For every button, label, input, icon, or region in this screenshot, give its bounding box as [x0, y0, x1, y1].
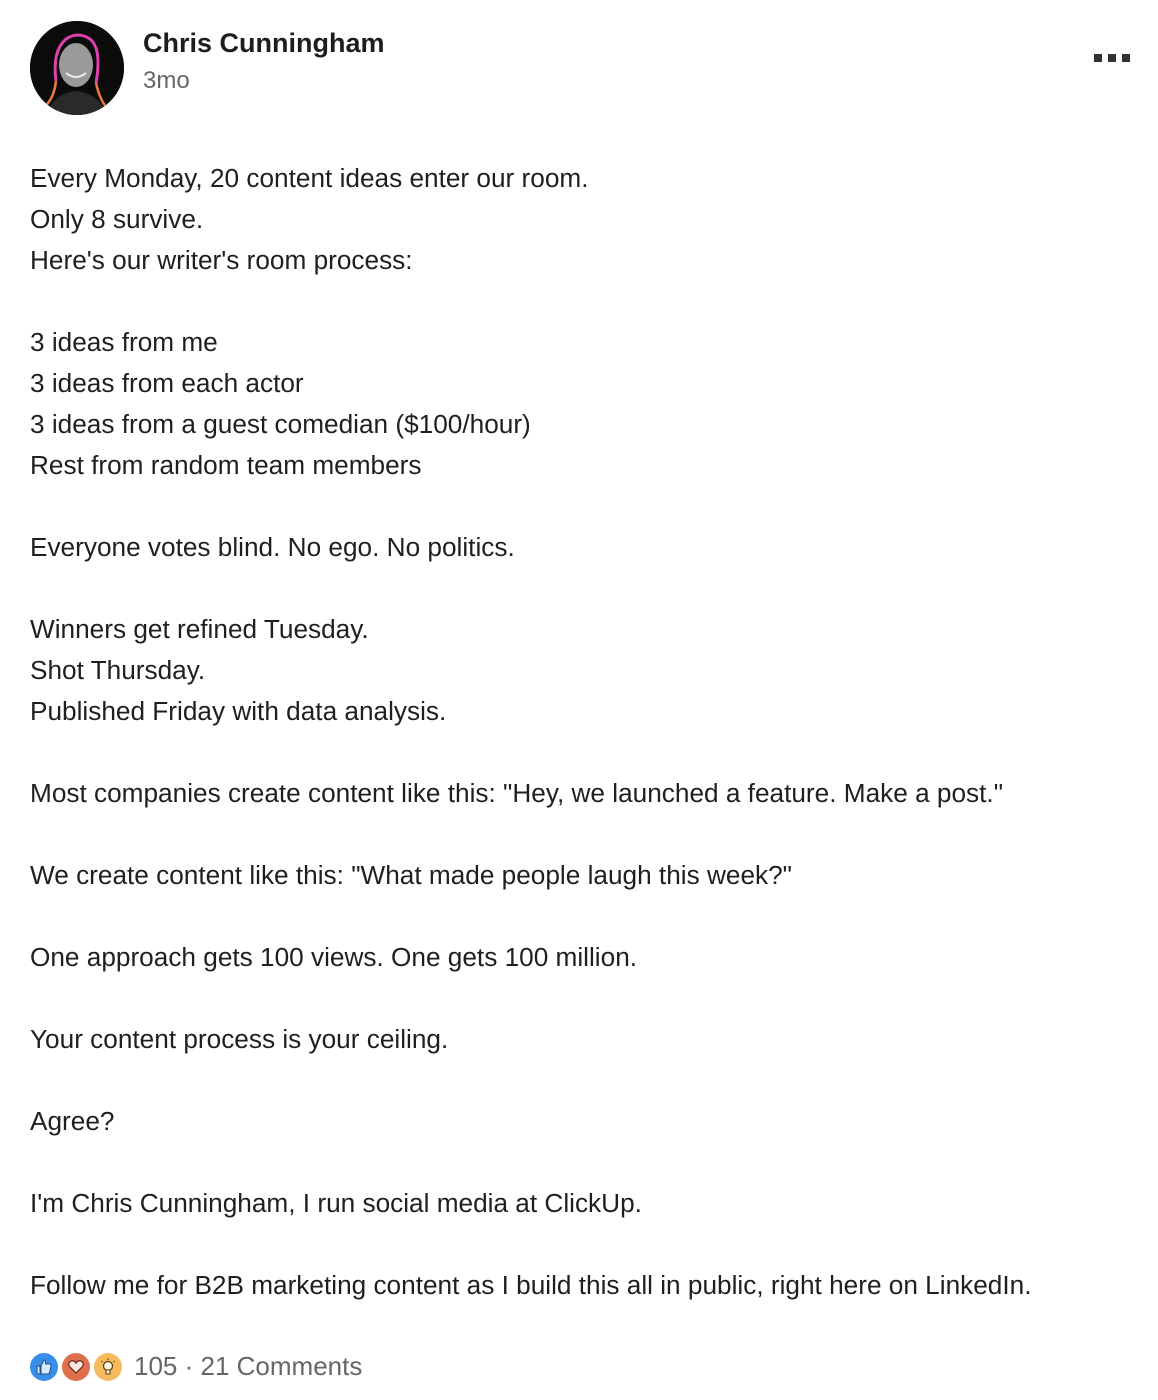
- blank-line: [30, 568, 1140, 609]
- post-text-line: Every Monday, 20 content ideas enter our room.: [30, 163, 589, 193]
- blank-line: [30, 732, 1140, 773]
- post-text-line: Rest from random team members: [30, 450, 422, 480]
- love-icon: [62, 1353, 90, 1381]
- post-text-line: Everyone votes blind. No ego. No politics.: [30, 532, 515, 562]
- more-options-button[interactable]: [1090, 50, 1134, 66]
- like-icon: [30, 1353, 58, 1381]
- avatar-photo: [30, 21, 124, 115]
- social-counts: [30, 1351, 362, 1382]
- post-text-line: Most companies create content like this: "Hey, we launched a feature. Make a post.": [30, 778, 1003, 808]
- blank-line: [30, 1224, 1140, 1265]
- post-body: [30, 158, 1140, 1306]
- blank-line: [30, 814, 1140, 855]
- blank-line: [30, 1142, 1140, 1183]
- separator: ·: [177, 1351, 201, 1381]
- post-text-line: Agree?: [30, 1106, 115, 1136]
- post-text-line: Only 8 survive.: [30, 204, 204, 234]
- author-avatar[interactable]: [30, 21, 124, 115]
- post-text-line: We create content like this: "What made people laugh this week?": [30, 860, 792, 890]
- post-timestamp: 3mo: [143, 67, 190, 94]
- dot-icon: [1122, 54, 1130, 62]
- blank-line: [30, 1060, 1140, 1101]
- post-text-line: Shot Thursday.: [30, 655, 206, 685]
- blank-line: [30, 978, 1140, 1019]
- post-text-line: Published Friday with data analysis.: [30, 696, 447, 726]
- post-text-line: Winners get refined Tuesday.: [30, 614, 369, 644]
- comments-count[interactable]: 21 Comments: [200, 1351, 363, 1381]
- reactions-count[interactable]: 105: [134, 1351, 178, 1381]
- post-text-line: Your content process is your ceiling.: [30, 1024, 449, 1054]
- post-text-line: 3 ideas from a guest comedian ($100/hour): [30, 409, 531, 439]
- post-text-line: 3 ideas from each actor: [30, 368, 304, 398]
- dot-icon: [1108, 54, 1116, 62]
- blank-line: [30, 281, 1140, 322]
- blank-line: [30, 486, 1140, 527]
- post-text-line: Follow me for B2B marketing content as I build this all in public, right here on LinkedIn.: [30, 1270, 1032, 1300]
- post-text-line: Here's our writer's room process:: [30, 245, 413, 275]
- author-name[interactable]: Chris Cunningham: [143, 28, 385, 58]
- post-text-line: I'm Chris Cunningham, I run social media at ClickUp.: [30, 1188, 642, 1218]
- blank-line: [30, 896, 1140, 937]
- dot-icon: [1094, 54, 1102, 62]
- post-text-line: One approach gets 100 views. One gets 100 million.: [30, 942, 638, 972]
- post-text-line: 3 ideas from me: [30, 327, 218, 357]
- reaction-icons[interactable]: [30, 1353, 126, 1381]
- insightful-icon: [94, 1353, 122, 1381]
